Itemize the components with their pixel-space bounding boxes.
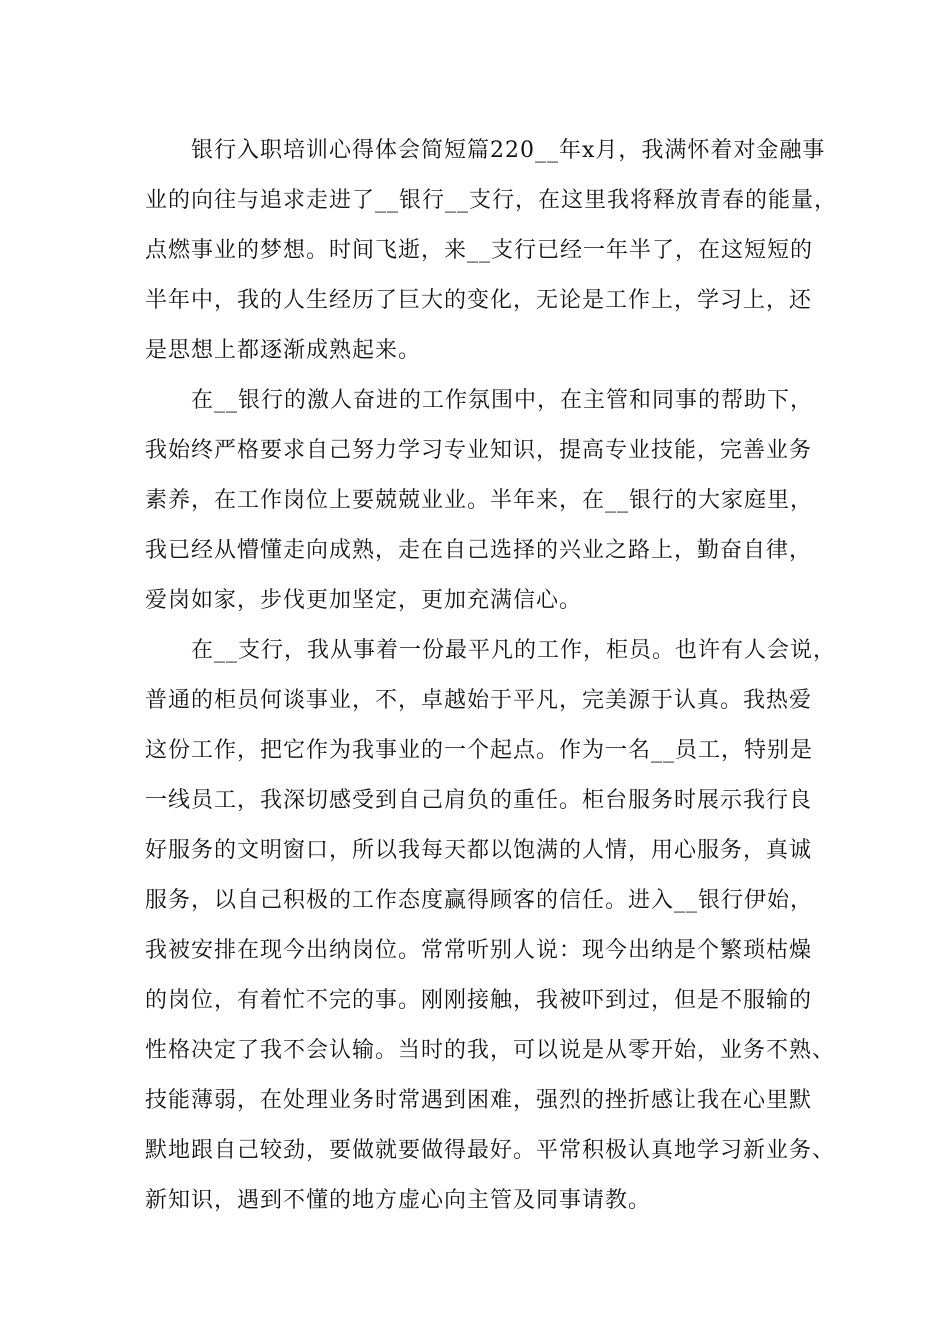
text-line: 银行入职培训心得体会简短篇220__年x月，我满怀着对金融事 <box>191 138 826 163</box>
text-line: 服务，以自己积极的工作态度赢得顾客的信任。进入__银行伊始， <box>145 888 814 913</box>
text-line: 一线员工，我深切感受到自己肩负的重任。柜台服务时展示我行良 <box>145 788 813 813</box>
text-line: 我被安排在现今出纳岗位。常常听别人说：现今出纳是个繁琐枯燥 <box>145 938 813 963</box>
text-line: 我始终严格要求自己努力学习专业知识，提高专业技能，完善业务 <box>145 438 813 463</box>
text-line: 在__支行，我从事着一份最平凡的工作，柜员。也许有人会说， <box>191 638 837 663</box>
text-line: 的岗位，有着忙不完的事。刚刚接触，我被吓到过，但是不服输的 <box>145 988 813 1013</box>
text-line: 这份工作，把它作为我事业的一个起点。作为一名__员工，特别是 <box>145 738 814 763</box>
text-line: 在__银行的激人奋进的工作氛围中，在主管和同事的帮助下， <box>191 388 814 413</box>
text-line: 默地跟自己较劲，要做就要做得最好。平常积极认真地学习新业务、 <box>145 1138 836 1163</box>
text-line: 我已经从懵懂走向成熟，走在自己选择的兴业之路上，勤奋自律， <box>145 538 813 563</box>
text-line: 新知识，遇到不懂的地方虚心向主管及同事请教。 <box>145 1188 652 1213</box>
text-line: 素养，在工作岗位上要兢兢业业。半年来，在__银行的大家庭里， <box>145 488 814 513</box>
text-line: 是思想上都逐渐成熟起来。 <box>145 338 422 363</box>
text-line: 技能薄弱，在处理业务时常遇到困难，强烈的挫折感让我在心里默 <box>145 1088 813 1113</box>
text-line: 业的向往与追求走进了__银行__支行，在这里我将释放青春的能量， <box>145 188 838 213</box>
text-line: 爱岗如家，步伐更加坚定，更加充满信心。 <box>145 588 583 613</box>
text-line: 普通的柜员何谈事业，不，卓越始于平凡，完美源于认真。我热爱 <box>145 688 813 713</box>
text-line: 半年中，我的人生经历了巨大的变化，无论是工作上，学习上，还 <box>145 288 813 313</box>
text-line: 点燃事业的梦想。时间飞逝，来__支行已经一年半了，在这短短的 <box>145 238 814 263</box>
text-line: 性格决定了我不会认输。当时的我，可以说是从零开始，业务不熟、 <box>145 1038 836 1063</box>
text-line: 好服务的文明窗口，所以我每天都以饱满的人情，用心服务，真诚 <box>145 838 813 863</box>
